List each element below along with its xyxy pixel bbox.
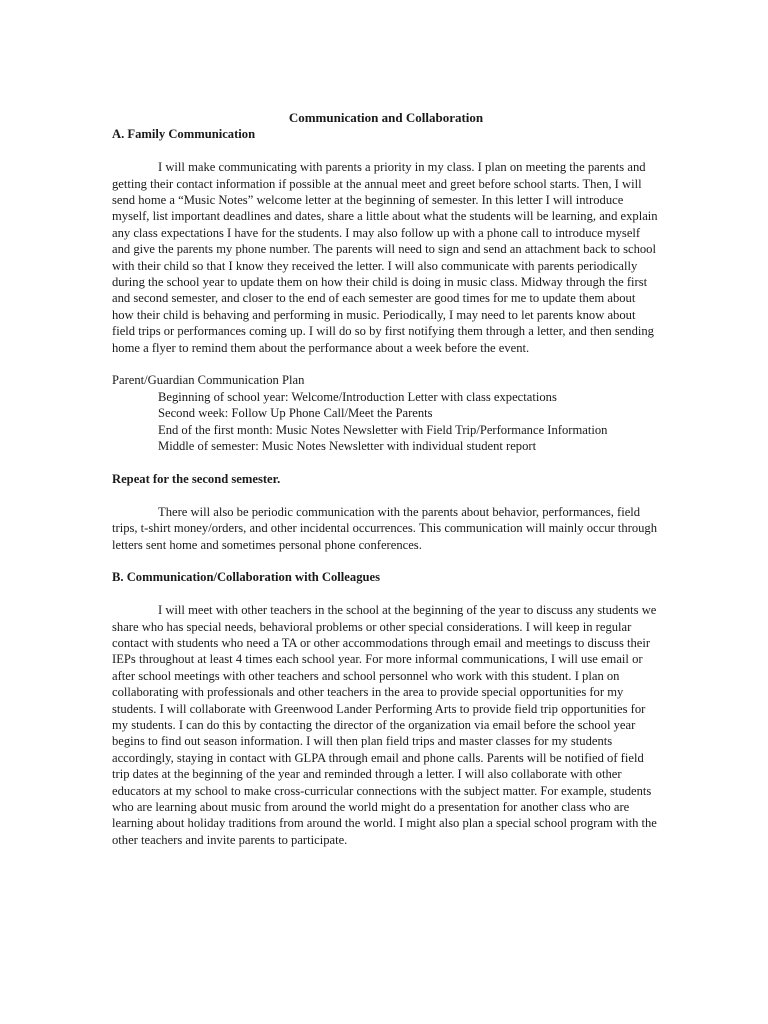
page-title: Communication and Collaboration [288, 110, 484, 125]
spacer [112, 455, 660, 471]
spacer [112, 487, 660, 503]
document-page [112, 110, 660, 848]
spacer [112, 356, 660, 372]
spacer [112, 553, 660, 569]
section-a-heading: A. Family Communication [112, 127, 256, 142]
spacer [112, 586, 660, 602]
family-communication-paragraph: I will make communicating with parents a priority in my class. I plan on meeting the parents and getting their contact information if possible at the annual meet and greet before school starts. Then, I will send home a “Music Notes” welcome letter at the beginning of semester. In this letter I will introduce myself, list important deadlines and dates, share a little about what the students will be learning, and explain any class expectations I have for the students. I may also follow up with a phone call to introduce myself and give the parents my phone number. The parents will need to sign and send an attachment back to school with their child so that I know they received the letter. I will also communicate with parents periodically during the school year to update them on how their child is doing in music class. Midway through the first and second semester, and closer to the end of each semester are good times for me to update them about how their child is behaving and performing in music. Periodically, I may need to let parents know about field trips or performances coming up. I will do so by first notifying them through a letter, and then sending home a flyer to remind them about the performance about a week before the event. [112, 160, 658, 355]
plan-item: Beginning of school year: Welcome/Introduction Letter with class expectations [158, 389, 557, 404]
section-b-heading: B. Communication/Collaboration with Colleagues [112, 570, 380, 585]
plan-title: Parent/Guardian Communication Plan [112, 373, 305, 388]
spacer [112, 143, 660, 159]
repeat-note: Repeat for the second semester. [112, 471, 281, 486]
plan-item: End of the first month: Music Notes Newsletter with Field Trip/Performance Information [158, 422, 608, 437]
plan-item: Middle of semester: Music Notes Newsletter with individual student report [158, 439, 537, 454]
colleagues-paragraph: I will meet with other teachers in the school at the beginning of the year to discuss any students we share who has special needs, behavioral problems or other special considerations. I will keep in regular contact with students who need a TA or other accommodations through email and meetings to discuss their IEPs throughout at least 4 times each school year. For more informal communications, I will use email or after school meetings with other teachers and school personnel who work with this student. I plan on collaborating with professionals and other teachers in the area to provide special opportunities for my students. I will collaborate with Greenwood Lander Performing Arts to provide field trip opportunities for my students. I can do this by contacting the director of the organization via email before the school year begins to find out season information. I will then plan field trips and master classes for my students accordingly, staying in contact with GLPA through email and phone calls. Parents will be notified of field trip dates at the beginning of the year and reminded through a letter. I will also collaborate with other educators at my school to make cross-curricular connections with the subject matter. For example, students who are learning about music from around the world might do a presentation for another class who are learning about holiday traditions from around the world. I might also plan a special school program with the other teachers and invite parents to participate. [112, 603, 657, 847]
plan-item: Second week: Follow Up Phone Call/Meet the Parents [158, 406, 433, 421]
periodic-communication-paragraph: There will also be periodic communication with the parents about behavior, performances, field trips, t-shirt money/orders, and other incidental occurrences. This communication will mainly occur through letters sent home and sometimes personal phone conferences. [112, 504, 658, 552]
